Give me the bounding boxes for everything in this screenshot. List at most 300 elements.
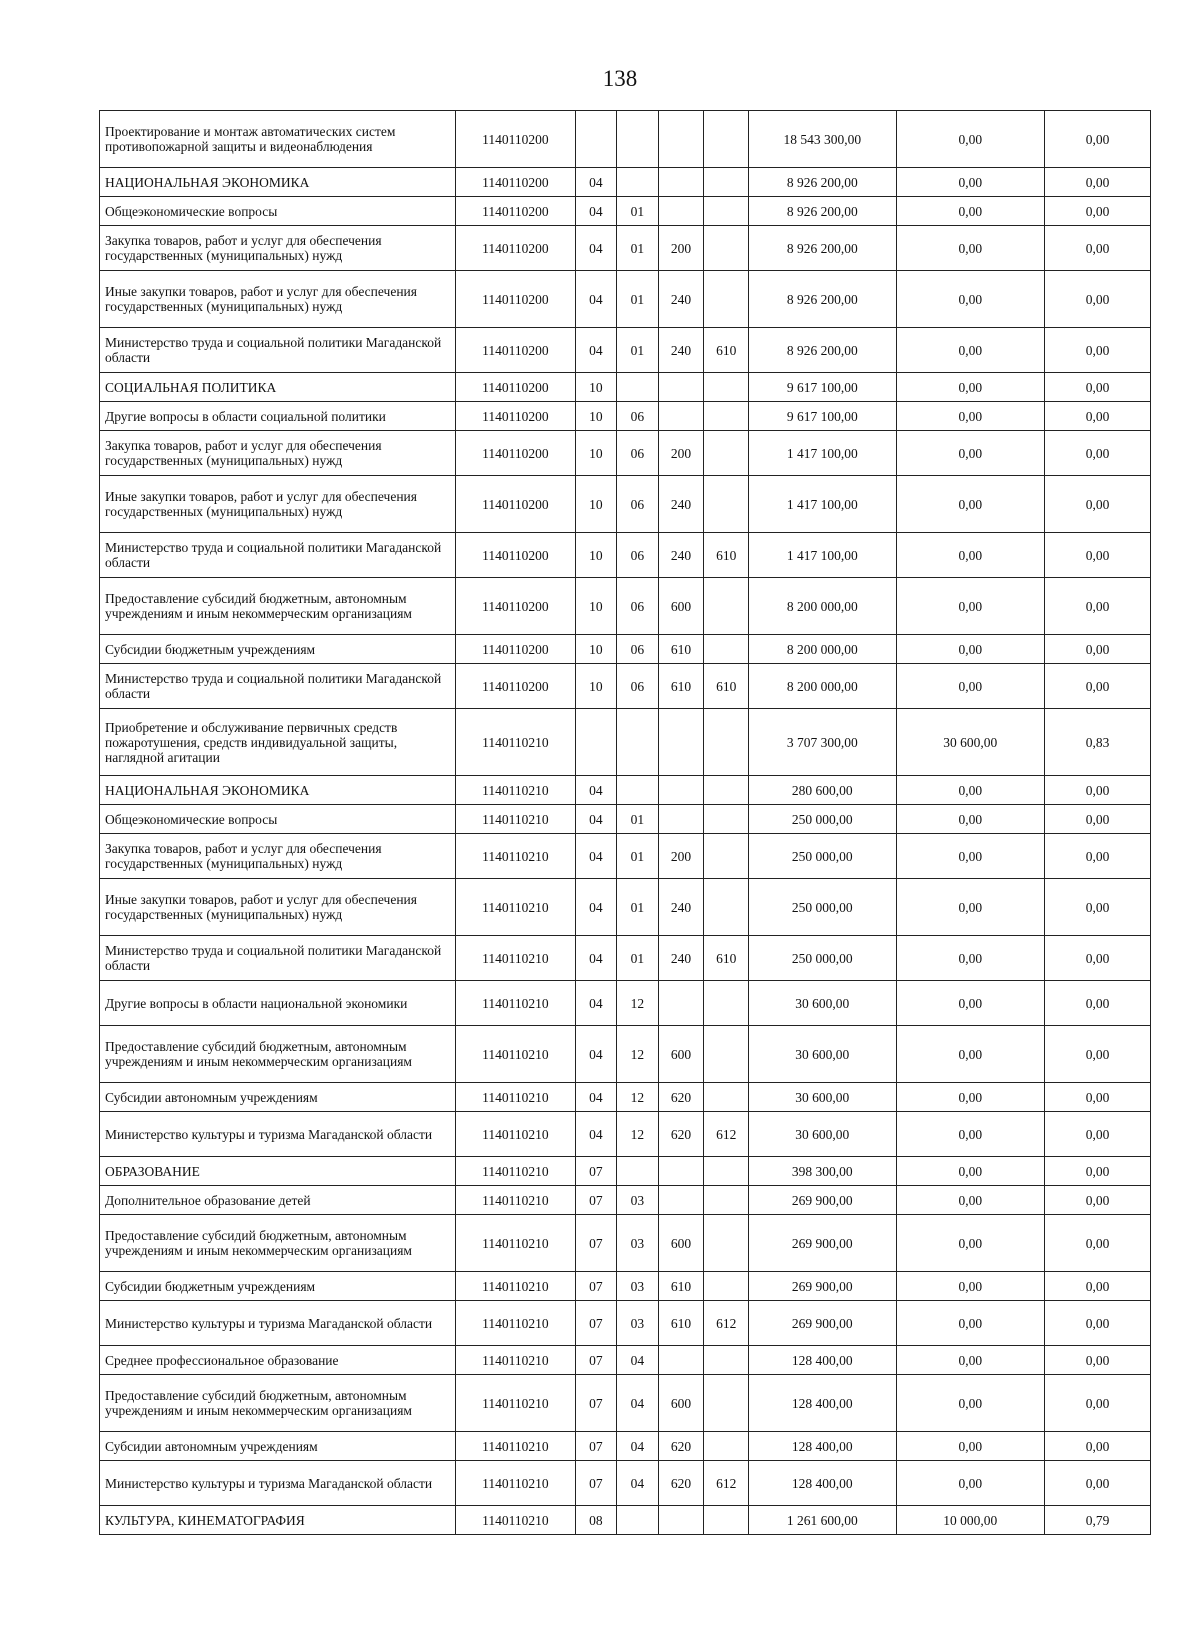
table-row: [100, 373, 1151, 402]
table-row: [100, 1432, 1151, 1461]
expense-type-code: 610: [658, 664, 704, 709]
target-article-code: 1140110210: [456, 879, 575, 936]
row-name: Другие вопросы в области социальной политики: [100, 402, 456, 431]
execution-percent: 0,00: [1045, 111, 1151, 168]
target-article-code: 1140110200: [456, 197, 575, 226]
department-code: 610: [704, 664, 749, 709]
expense-type-code: [658, 1506, 704, 1535]
target-article-code: 1140110210: [456, 981, 575, 1026]
department-code: [704, 1506, 749, 1535]
department-code: [704, 635, 749, 664]
department-code: 612: [704, 1112, 749, 1157]
executed-amount: 0,00: [896, 981, 1045, 1026]
table-row: [100, 936, 1151, 981]
planned-amount: 269 900,00: [749, 1272, 896, 1301]
department-code: [704, 709, 749, 776]
row-name: Иные закупки товаров, работ и услуг для обеспечения государственных (муниципальных) нужд: [100, 476, 456, 533]
subsection-code: 06: [617, 635, 659, 664]
executed-amount: 0,00: [896, 476, 1045, 533]
section-code: 04: [575, 776, 617, 805]
planned-amount: 30 600,00: [749, 1083, 896, 1112]
execution-percent: 0,00: [1045, 879, 1151, 936]
subsection-code: 03: [617, 1301, 659, 1346]
planned-amount: 269 900,00: [749, 1186, 896, 1215]
execution-percent: 0,00: [1045, 402, 1151, 431]
executed-amount: 0,00: [896, 226, 1045, 271]
row-name: Министерство труда и социальной политики Магаданской области: [100, 936, 456, 981]
executed-amount: 0,00: [896, 328, 1045, 373]
executed-amount: 0,00: [896, 271, 1045, 328]
section-code: 07: [575, 1186, 617, 1215]
row-name: Предоставление субсидий бюджетным, автономным учреждениям и иным некоммерческим организациям: [100, 1375, 456, 1432]
subsection-code: 04: [617, 1461, 659, 1506]
subsection-code: [617, 776, 659, 805]
planned-amount: 8 926 200,00: [749, 226, 896, 271]
row-name: Предоставление субсидий бюджетным, автономным учреждениям и иным некоммерческим организациям: [100, 1026, 456, 1083]
target-article-code: 1140110210: [456, 1157, 575, 1186]
section-code: [575, 111, 617, 168]
row-name: Министерство культуры и туризма Магаданской области: [100, 1461, 456, 1506]
execution-percent: 0,00: [1045, 936, 1151, 981]
planned-amount: 1 261 600,00: [749, 1506, 896, 1535]
table-row: [100, 1301, 1151, 1346]
department-code: [704, 578, 749, 635]
subsection-code: 01: [617, 879, 659, 936]
row-name: КУЛЬТУРА, КИНЕМАТОГРАФИЯ: [100, 1506, 456, 1535]
executed-amount: 0,00: [896, 1461, 1045, 1506]
subsection-code: 01: [617, 805, 659, 834]
expense-type-code: 610: [658, 1272, 704, 1301]
expense-type-code: [658, 1186, 704, 1215]
expense-type-code: 240: [658, 271, 704, 328]
target-article-code: 1140110210: [456, 1375, 575, 1432]
section-code: 04: [575, 1083, 617, 1112]
section-code: 08: [575, 1506, 617, 1535]
section-code: 04: [575, 805, 617, 834]
table-row: [100, 476, 1151, 533]
execution-percent: 0,00: [1045, 431, 1151, 476]
row-name: Другие вопросы в области национальной экономики: [100, 981, 456, 1026]
target-article-code: 1140110200: [456, 578, 575, 635]
executed-amount: 0,00: [896, 776, 1045, 805]
planned-amount: 280 600,00: [749, 776, 896, 805]
row-name: Субсидии бюджетным учреждениям: [100, 635, 456, 664]
row-name: Дополнительное образование детей: [100, 1186, 456, 1215]
target-article-code: 1140110200: [456, 168, 575, 197]
target-article-code: 1140110210: [456, 1346, 575, 1375]
execution-percent: 0,00: [1045, 168, 1151, 197]
row-name: Министерство культуры и туризма Магаданской области: [100, 1112, 456, 1157]
department-code: [704, 1157, 749, 1186]
execution-percent: 0,00: [1045, 981, 1151, 1026]
planned-amount: 3 707 300,00: [749, 709, 896, 776]
subsection-code: 01: [617, 834, 659, 879]
expense-type-code: 610: [658, 1301, 704, 1346]
planned-amount: 250 000,00: [749, 936, 896, 981]
department-code: [704, 197, 749, 226]
planned-amount: 128 400,00: [749, 1375, 896, 1432]
planned-amount: 1 417 100,00: [749, 533, 896, 578]
subsection-code: 06: [617, 431, 659, 476]
execution-percent: 0,00: [1045, 328, 1151, 373]
department-code: [704, 1215, 749, 1272]
execution-percent: 0,00: [1045, 578, 1151, 635]
department-code: 610: [704, 328, 749, 373]
execution-percent: 0,00: [1045, 834, 1151, 879]
target-article-code: 1140110210: [456, 805, 575, 834]
executed-amount: 0,00: [896, 1215, 1045, 1272]
expense-type-code: 200: [658, 431, 704, 476]
execution-percent: 0,00: [1045, 664, 1151, 709]
target-article-code: 1140110210: [456, 1215, 575, 1272]
planned-amount: 1 417 100,00: [749, 476, 896, 533]
target-article-code: 1140110210: [456, 709, 575, 776]
subsection-code: 01: [617, 226, 659, 271]
planned-amount: 8 926 200,00: [749, 271, 896, 328]
planned-amount: 398 300,00: [749, 1157, 896, 1186]
target-article-code: 1140110200: [456, 373, 575, 402]
execution-percent: 0,00: [1045, 1461, 1151, 1506]
execution-percent: 0,00: [1045, 1272, 1151, 1301]
planned-amount: 1 417 100,00: [749, 431, 896, 476]
row-name: Предоставление субсидий бюджетным, автономным учреждениям и иным некоммерческим организациям: [100, 578, 456, 635]
executed-amount: 0,00: [896, 1272, 1045, 1301]
planned-amount: 30 600,00: [749, 1026, 896, 1083]
section-code: 10: [575, 431, 617, 476]
section-code: 10: [575, 402, 617, 431]
section-code: 07: [575, 1375, 617, 1432]
expense-type-code: 200: [658, 834, 704, 879]
target-article-code: 1140110210: [456, 1432, 575, 1461]
executed-amount: 0,00: [896, 834, 1045, 879]
expense-type-code: 620: [658, 1083, 704, 1112]
subsection-code: 04: [617, 1432, 659, 1461]
subsection-code: 01: [617, 271, 659, 328]
department-code: [704, 1083, 749, 1112]
table-row: [100, 879, 1151, 936]
execution-percent: 0,00: [1045, 373, 1151, 402]
department-code: [704, 476, 749, 533]
department-code: [704, 981, 749, 1026]
expense-type-code: 200: [658, 226, 704, 271]
table-row: [100, 1461, 1151, 1506]
row-name: Министерство труда и социальной политики Магаданской области: [100, 533, 456, 578]
department-code: [704, 879, 749, 936]
execution-percent: 0,00: [1045, 1083, 1151, 1112]
target-article-code: 1140110210: [456, 1506, 575, 1535]
subsection-code: 01: [617, 328, 659, 373]
executed-amount: 0,00: [896, 635, 1045, 664]
execution-percent: 0,79: [1045, 1506, 1151, 1535]
executed-amount: 0,00: [896, 168, 1045, 197]
executed-amount: 0,00: [896, 1301, 1045, 1346]
target-article-code: 1140110200: [456, 271, 575, 328]
section-code: 07: [575, 1215, 617, 1272]
subsection-code: 12: [617, 1083, 659, 1112]
table-row: [100, 1112, 1151, 1157]
executed-amount: 0,00: [896, 1157, 1045, 1186]
target-article-code: 1140110200: [456, 635, 575, 664]
expense-type-code: [658, 168, 704, 197]
expense-type-code: [658, 776, 704, 805]
executed-amount: 0,00: [896, 879, 1045, 936]
expense-type-code: [658, 1157, 704, 1186]
executed-amount: 0,00: [896, 578, 1045, 635]
subsection-code: 04: [617, 1346, 659, 1375]
target-article-code: 1140110210: [456, 1083, 575, 1112]
target-article-code: 1140110210: [456, 1186, 575, 1215]
subsection-code: 06: [617, 402, 659, 431]
table-row: [100, 1083, 1151, 1112]
section-code: 10: [575, 635, 617, 664]
execution-percent: 0,00: [1045, 1112, 1151, 1157]
section-code: 07: [575, 1461, 617, 1506]
planned-amount: 8 200 000,00: [749, 635, 896, 664]
department-code: [704, 1375, 749, 1432]
expense-type-code: 240: [658, 936, 704, 981]
table-row: [100, 834, 1151, 879]
expense-type-code: 620: [658, 1461, 704, 1506]
section-code: 04: [575, 1026, 617, 1083]
section-code: 10: [575, 373, 617, 402]
budget-table: [99, 110, 1151, 1535]
expense-type-code: [658, 402, 704, 431]
page-number: 138: [602, 66, 638, 91]
department-code: 612: [704, 1301, 749, 1346]
expense-type-code: [658, 1346, 704, 1375]
expense-type-code: [658, 373, 704, 402]
executed-amount: 0,00: [896, 111, 1045, 168]
department-code: [704, 271, 749, 328]
execution-percent: 0,00: [1045, 1375, 1151, 1432]
planned-amount: 250 000,00: [749, 879, 896, 936]
executed-amount: 0,00: [896, 431, 1045, 476]
executed-amount: 0,00: [896, 1186, 1045, 1215]
subsection-code: 03: [617, 1186, 659, 1215]
budget-table-body: [100, 111, 1151, 1535]
row-name: Закупка товаров, работ и услуг для обеспечения государственных (муниципальных) нужд: [100, 431, 456, 476]
table-row: [100, 197, 1151, 226]
executed-amount: 0,00: [896, 936, 1045, 981]
section-code: 07: [575, 1272, 617, 1301]
target-article-code: 1140110200: [456, 664, 575, 709]
executed-amount: 0,00: [896, 197, 1045, 226]
expense-type-code: 240: [658, 328, 704, 373]
section-code: 10: [575, 578, 617, 635]
planned-amount: 250 000,00: [749, 834, 896, 879]
execution-percent: 0,00: [1045, 1301, 1151, 1346]
department-code: [704, 776, 749, 805]
section-code: 04: [575, 834, 617, 879]
row-name: Среднее профессиональное образование: [100, 1346, 456, 1375]
row-name: Субсидии автономным учреждениям: [100, 1432, 456, 1461]
table-row: [100, 1026, 1151, 1083]
section-code: 04: [575, 936, 617, 981]
section-code: 10: [575, 533, 617, 578]
execution-percent: 0,83: [1045, 709, 1151, 776]
table-row: [100, 664, 1151, 709]
target-article-code: 1140110210: [456, 776, 575, 805]
target-article-code: 1140110210: [456, 1461, 575, 1506]
executed-amount: 0,00: [896, 402, 1045, 431]
table-row: [100, 1346, 1151, 1375]
target-article-code: 1140110200: [456, 226, 575, 271]
table-row: [100, 1186, 1151, 1215]
table-row: [100, 1272, 1151, 1301]
executed-amount: 0,00: [896, 805, 1045, 834]
table-row: [100, 1506, 1151, 1535]
expense-type-code: 600: [658, 578, 704, 635]
executed-amount: 0,00: [896, 373, 1045, 402]
table-row: [100, 168, 1151, 197]
row-name: Закупка товаров, работ и услуг для обеспечения государственных (муниципальных) нужд: [100, 834, 456, 879]
department-code: [704, 1026, 749, 1083]
planned-amount: 8 200 000,00: [749, 578, 896, 635]
table-row: [100, 271, 1151, 328]
subsection-code: 01: [617, 197, 659, 226]
planned-amount: 128 400,00: [749, 1461, 896, 1506]
expense-type-code: 240: [658, 879, 704, 936]
executed-amount: 30 600,00: [896, 709, 1045, 776]
executed-amount: 0,00: [896, 1346, 1045, 1375]
row-name: Предоставление субсидий бюджетным, автономным учреждениям и иным некоммерческим организациям: [100, 1215, 456, 1272]
planned-amount: 8 200 000,00: [749, 664, 896, 709]
planned-amount: 18 543 300,00: [749, 111, 896, 168]
target-article-code: 1140110200: [456, 328, 575, 373]
execution-percent: 0,00: [1045, 776, 1151, 805]
section-code: 04: [575, 981, 617, 1026]
planned-amount: 8 926 200,00: [749, 328, 896, 373]
subsection-code: 12: [617, 981, 659, 1026]
planned-amount: 250 000,00: [749, 805, 896, 834]
row-name: НАЦИОНАЛЬНАЯ ЭКОНОМИКА: [100, 168, 456, 197]
planned-amount: 8 926 200,00: [749, 168, 896, 197]
target-article-code: 1140110200: [456, 431, 575, 476]
subsection-code: 04: [617, 1375, 659, 1432]
subsection-code: [617, 1157, 659, 1186]
planned-amount: 128 400,00: [749, 1432, 896, 1461]
row-name: Министерство культуры и туризма Магаданской области: [100, 1301, 456, 1346]
executed-amount: 0,00: [896, 1432, 1045, 1461]
subsection-code: [617, 168, 659, 197]
subsection-code: 12: [617, 1026, 659, 1083]
subsection-code: [617, 1506, 659, 1535]
section-code: 04: [575, 328, 617, 373]
row-name: Министерство труда и социальной политики Магаданской области: [100, 664, 456, 709]
target-article-code: 1140110210: [456, 1272, 575, 1301]
subsection-code: 06: [617, 664, 659, 709]
department-code: [704, 1346, 749, 1375]
department-code: [704, 168, 749, 197]
department-code: [704, 805, 749, 834]
department-code: [704, 373, 749, 402]
table-row: [100, 776, 1151, 805]
department-code: [704, 111, 749, 168]
department-code: [704, 226, 749, 271]
expense-type-code: 610: [658, 635, 704, 664]
executed-amount: 0,00: [896, 1083, 1045, 1112]
table-row: [100, 635, 1151, 664]
expense-type-code: [658, 805, 704, 834]
row-name: ОБРАЗОВАНИЕ: [100, 1157, 456, 1186]
row-name: СОЦИАЛЬНАЯ ПОЛИТИКА: [100, 373, 456, 402]
planned-amount: 269 900,00: [749, 1301, 896, 1346]
table-row: [100, 1157, 1151, 1186]
planned-amount: 269 900,00: [749, 1215, 896, 1272]
section-code: 07: [575, 1157, 617, 1186]
table-row: [100, 402, 1151, 431]
row-name: Общеэкономические вопросы: [100, 197, 456, 226]
planned-amount: 8 926 200,00: [749, 197, 896, 226]
executed-amount: 10 000,00: [896, 1506, 1045, 1535]
target-article-code: 1140110210: [456, 834, 575, 879]
row-name: Иные закупки товаров, работ и услуг для обеспечения государственных (муниципальных) нужд: [100, 879, 456, 936]
table-row: [100, 1215, 1151, 1272]
department-code: [704, 1272, 749, 1301]
planned-amount: 9 617 100,00: [749, 402, 896, 431]
department-code: [704, 1432, 749, 1461]
section-code: 07: [575, 1301, 617, 1346]
row-name: Проектирование и монтаж автоматических систем противопожарной защиты и видеонаблюдения: [100, 111, 456, 168]
table-row: [100, 1375, 1151, 1432]
planned-amount: 30 600,00: [749, 1112, 896, 1157]
expense-type-code: [658, 981, 704, 1026]
section-code: 07: [575, 1346, 617, 1375]
subsection-code: 06: [617, 476, 659, 533]
execution-percent: 0,00: [1045, 1346, 1151, 1375]
section-code: 04: [575, 168, 617, 197]
department-code: 610: [704, 533, 749, 578]
department-code: 612: [704, 1461, 749, 1506]
expense-type-code: 620: [658, 1112, 704, 1157]
row-name: Субсидии автономным учреждениям: [100, 1083, 456, 1112]
table-row: [100, 431, 1151, 476]
execution-percent: 0,00: [1045, 1026, 1151, 1083]
subsection-code: 01: [617, 936, 659, 981]
expense-type-code: 600: [658, 1375, 704, 1432]
execution-percent: 0,00: [1045, 1432, 1151, 1461]
planned-amount: 9 617 100,00: [749, 373, 896, 402]
subsection-code: [617, 373, 659, 402]
execution-percent: 0,00: [1045, 271, 1151, 328]
planned-amount: 128 400,00: [749, 1346, 896, 1375]
executed-amount: 0,00: [896, 664, 1045, 709]
row-name: Закупка товаров, работ и услуг для обеспечения государственных (муниципальных) нужд: [100, 226, 456, 271]
section-code: 10: [575, 664, 617, 709]
row-name: Субсидии бюджетным учреждениям: [100, 1272, 456, 1301]
row-name: Иные закупки товаров, работ и услуг для обеспечения государственных (муниципальных) нужд: [100, 271, 456, 328]
section-code: 07: [575, 1432, 617, 1461]
section-code: 04: [575, 197, 617, 226]
row-name: Приобретение и обслуживание первичных средств пожаротушения, средств индивидуальной защиты, наглядной агитации: [100, 709, 456, 776]
execution-percent: 0,00: [1045, 533, 1151, 578]
table-row: [100, 709, 1151, 776]
section-code: 04: [575, 879, 617, 936]
row-name: НАЦИОНАЛЬНАЯ ЭКОНОМИКА: [100, 776, 456, 805]
department-code: [704, 834, 749, 879]
section-code: 04: [575, 1112, 617, 1157]
expense-type-code: 240: [658, 476, 704, 533]
table-row: [100, 805, 1151, 834]
row-name: Общеэкономические вопросы: [100, 805, 456, 834]
table-row: [100, 328, 1151, 373]
target-article-code: 1140110210: [456, 1026, 575, 1083]
section-code: 04: [575, 271, 617, 328]
expense-type-code: [658, 197, 704, 226]
executed-amount: 0,00: [896, 1026, 1045, 1083]
execution-percent: 0,00: [1045, 1186, 1151, 1215]
expense-type-code: [658, 111, 704, 168]
